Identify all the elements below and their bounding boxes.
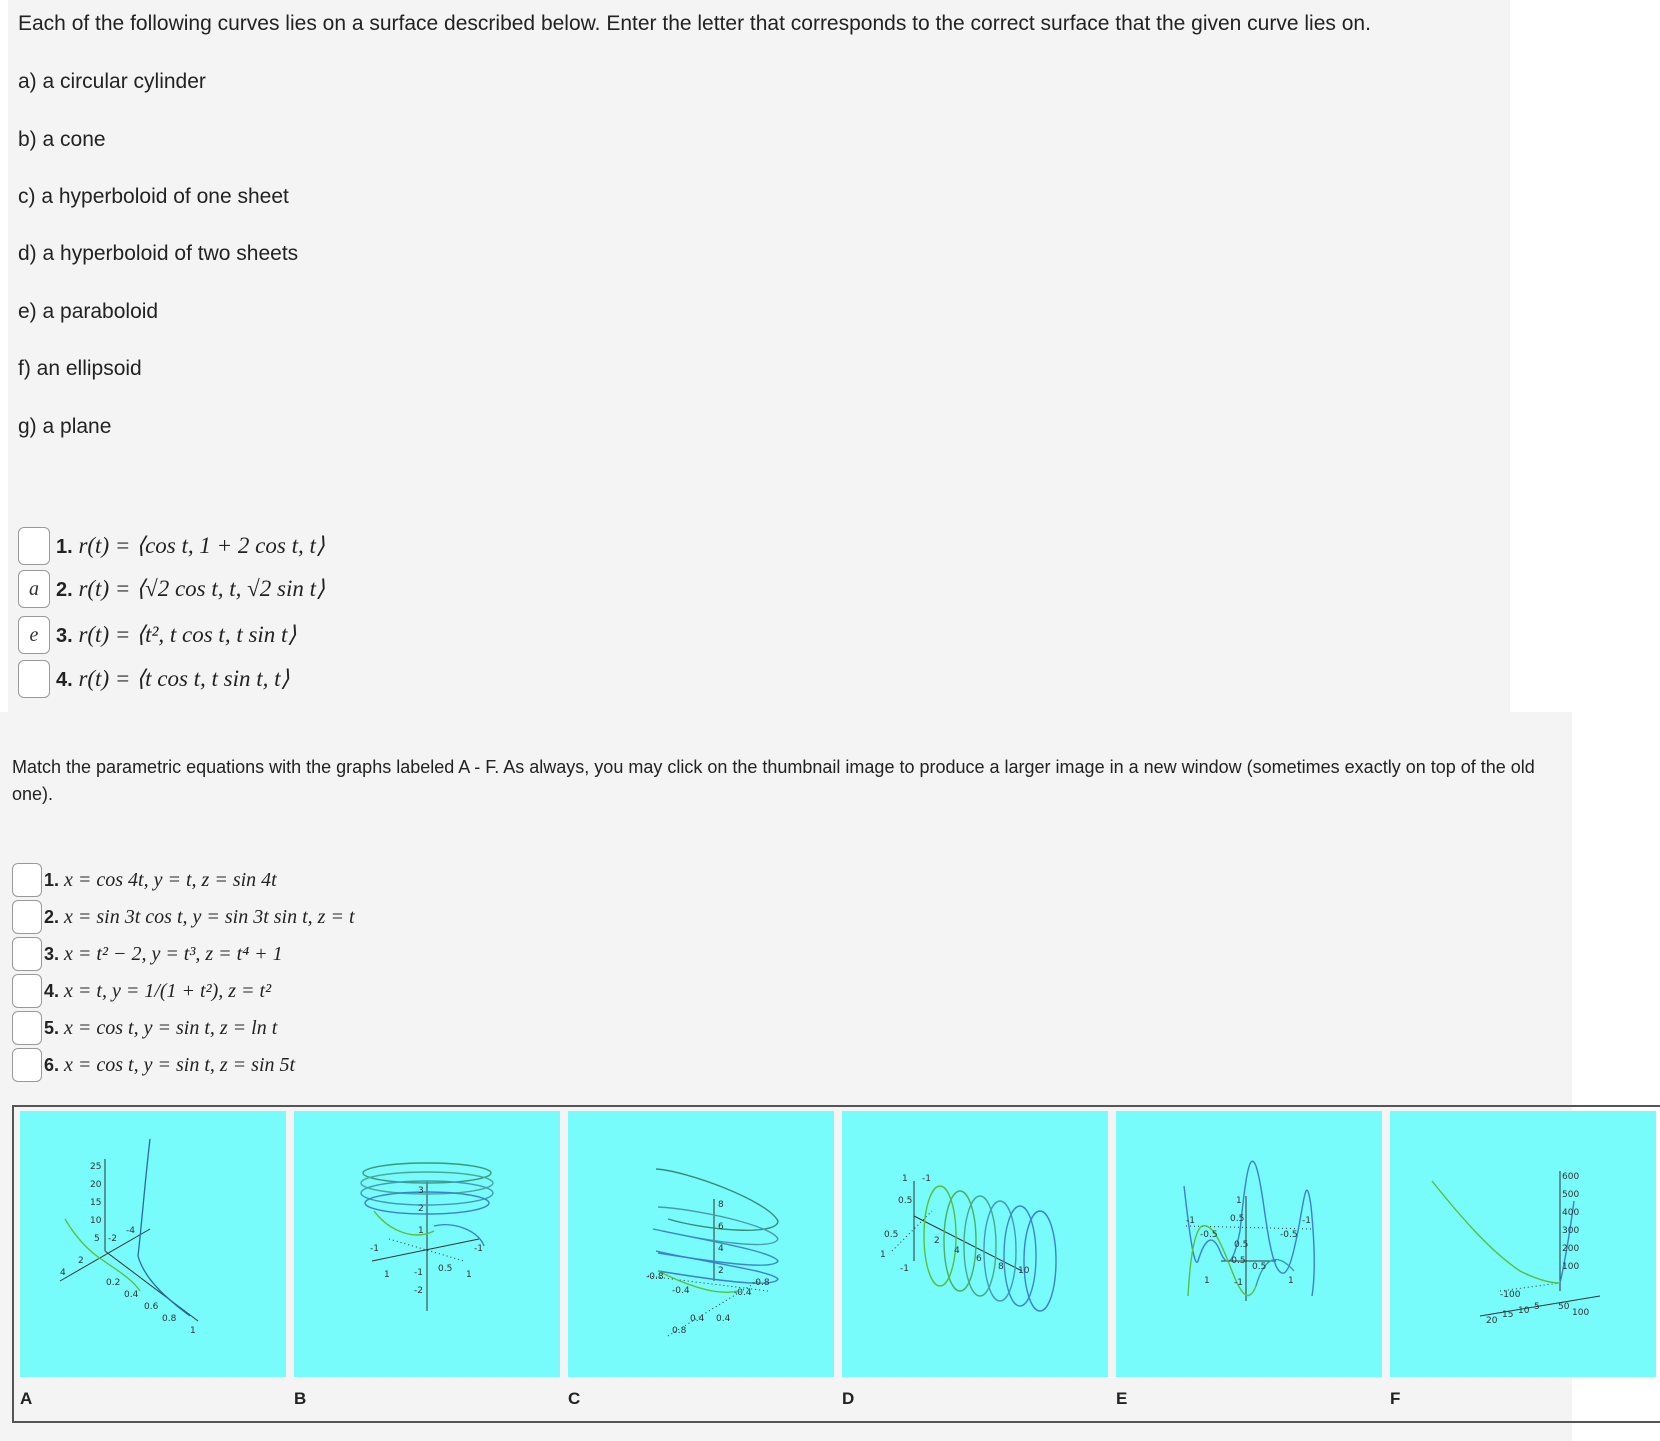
tick-label: 200 bbox=[1562, 1244, 1580, 1254]
tick-label: 3 bbox=[418, 1186, 424, 1196]
equation-number: 1. bbox=[44, 869, 60, 890]
graph-label: E bbox=[1116, 1389, 1128, 1408]
parametric-equation: x = cos t, y = sin t, z = ln t bbox=[64, 1016, 278, 1039]
tick-label: 0.5 bbox=[884, 1230, 899, 1240]
answer-input[interactable] bbox=[12, 1011, 42, 1045]
answer-input[interactable] bbox=[18, 660, 50, 698]
tick-label: -0.8 bbox=[752, 1278, 770, 1288]
tick-label: 2 bbox=[78, 1256, 84, 1266]
answer-input[interactable] bbox=[12, 900, 42, 934]
graph-label: D bbox=[842, 1389, 855, 1408]
tick-label: 300 bbox=[1562, 1226, 1580, 1236]
tick-label: 5 bbox=[1534, 1302, 1540, 1312]
tick-label: 0.8 bbox=[672, 1326, 687, 1336]
tick-label: 400 bbox=[1562, 1208, 1580, 1218]
curve-row bbox=[18, 569, 325, 609]
curve-row bbox=[18, 659, 290, 699]
graph-thumbnail-d[interactable] bbox=[842, 1111, 1108, 1377]
parametric-equation: x = t² − 2, y = t³, z = t⁴ + 1 bbox=[64, 942, 283, 965]
graph-d-plot bbox=[842, 1111, 1108, 1377]
tick-label: 1 bbox=[1236, 1196, 1242, 1206]
parametric-equation: x = sin 3t cos t, y = sin 3t sin t, z = t bbox=[64, 905, 355, 928]
graph-thumbnail-c[interactable] bbox=[568, 1111, 834, 1377]
tick-label: 500 bbox=[1562, 1190, 1580, 1200]
tick-label: -100 bbox=[1500, 1290, 1521, 1300]
equation-number: 4. bbox=[44, 980, 60, 1001]
tick-label: 0.5 bbox=[438, 1264, 453, 1274]
graph-gallery bbox=[12, 1105, 1660, 1423]
tick-label: 15 bbox=[90, 1198, 102, 1208]
curve-number: 3. bbox=[56, 625, 73, 647]
curve-equation: r(t) = ⟨cos t, 1 + 2 cos t, t⟩ bbox=[78, 533, 325, 558]
parametric-row bbox=[12, 1047, 295, 1083]
parametric-row bbox=[12, 936, 283, 972]
tick-label: 4 bbox=[954, 1246, 960, 1256]
tick-label: -1 bbox=[922, 1174, 931, 1184]
tick-label: -1 bbox=[370, 1244, 379, 1254]
tick-label: 0.4 bbox=[124, 1290, 139, 1300]
graph-b-plot bbox=[294, 1111, 560, 1377]
tick-label: 5 bbox=[94, 1234, 100, 1244]
tick-label: 0.4 bbox=[690, 1314, 705, 1324]
answer-input[interactable] bbox=[12, 937, 42, 971]
tick-label: 4 bbox=[718, 1244, 724, 1254]
graph-a-plot bbox=[20, 1111, 286, 1377]
tick-label: 0.5 bbox=[898, 1196, 913, 1206]
tick-label: 1 bbox=[384, 1270, 390, 1280]
tick-label: -0.5 bbox=[1228, 1256, 1246, 1266]
tick-label: 0.5 bbox=[1230, 1214, 1245, 1224]
surface-choice: a) a circular cylinder bbox=[18, 70, 206, 93]
parametric-equation: x = cos 4t, y = t, z = sin 4t bbox=[64, 868, 277, 891]
tick-label: -1 bbox=[1302, 1216, 1311, 1226]
graph-label: F bbox=[1390, 1389, 1401, 1408]
graph-label: C bbox=[568, 1389, 581, 1408]
tick-label: -1 bbox=[414, 1268, 423, 1278]
answer-input[interactable]: e bbox=[18, 616, 50, 654]
tick-label: 100 bbox=[1572, 1308, 1590, 1318]
graph-f-plot bbox=[1390, 1111, 1656, 1377]
tick-label: -1 bbox=[474, 1244, 483, 1254]
tick-label: 8 bbox=[718, 1200, 724, 1210]
tick-label: 8 bbox=[998, 1262, 1004, 1272]
answer-input[interactable]: a bbox=[18, 570, 50, 608]
tick-label: -0.8 bbox=[646, 1272, 664, 1282]
tick-label: 20 bbox=[1486, 1316, 1498, 1326]
surface-choice: f) an ellipsoid bbox=[18, 357, 142, 380]
tick-label: 4 bbox=[60, 1268, 66, 1278]
tick-label: 10 bbox=[1018, 1266, 1030, 1276]
graph-label: A bbox=[20, 1389, 33, 1408]
graph-label: B bbox=[294, 1389, 307, 1408]
tick-label: 1 bbox=[190, 1326, 196, 1336]
parametric-row bbox=[12, 1010, 277, 1046]
tick-label: 1 bbox=[880, 1250, 886, 1260]
tick-label: 25 bbox=[90, 1162, 102, 1172]
tick-label: 0.6 bbox=[144, 1302, 159, 1312]
parametric-row bbox=[12, 862, 277, 898]
tick-label: -2 bbox=[414, 1286, 423, 1296]
tick-label: 20 bbox=[90, 1180, 102, 1190]
tick-label: -1 bbox=[900, 1264, 909, 1274]
tick-label: -0.4 bbox=[734, 1288, 752, 1298]
tick-label: 1 bbox=[466, 1270, 472, 1280]
tick-label: -0.4 bbox=[672, 1286, 690, 1296]
tick-label: 0.5 bbox=[1234, 1240, 1249, 1250]
parametric-row bbox=[12, 899, 355, 935]
graph-c-plot bbox=[568, 1111, 834, 1377]
curve-row bbox=[18, 615, 296, 655]
curve-equation: r(t) = ⟨t², t cos t, t sin t⟩ bbox=[78, 622, 297, 647]
tick-label: 6 bbox=[718, 1222, 724, 1232]
equation-number: 2. bbox=[44, 906, 60, 927]
tick-label: 1 bbox=[418, 1226, 424, 1236]
tick-label: 2 bbox=[934, 1236, 940, 1246]
tick-label: 15 bbox=[1502, 1310, 1514, 1320]
tick-label: -0.5 bbox=[1200, 1230, 1218, 1240]
graph-thumbnail-a[interactable] bbox=[20, 1111, 286, 1377]
tick-label: 100 bbox=[1562, 1262, 1580, 1272]
tick-label: 2 bbox=[718, 1266, 724, 1276]
graph-thumbnail-f[interactable] bbox=[1390, 1111, 1656, 1377]
graph-thumbnail-b[interactable] bbox=[294, 1111, 560, 1377]
tick-label: 6 bbox=[976, 1254, 982, 1264]
surface-choice: d) a hyperboloid of two sheets bbox=[18, 242, 299, 265]
equation-number: 3. bbox=[44, 943, 60, 964]
tick-label: 0.5 bbox=[1252, 1262, 1267, 1272]
graph-thumbnail-e[interactable] bbox=[1116, 1111, 1382, 1377]
equation-number: 6. bbox=[44, 1054, 60, 1075]
surface-choice: e) a paraboloid bbox=[18, 300, 159, 323]
graph-e-plot bbox=[1116, 1111, 1382, 1377]
tick-label: 0.8 bbox=[162, 1314, 177, 1324]
graph-matching-prompt: Match the parametric equations with the graphs labeled A - F. As always, you may click on the thumbnail image to produce a larger image in a new window (sometimes exactly on top of the old one). bbox=[12, 757, 1535, 804]
surface-choice: c) a hyperboloid of one sheet bbox=[18, 185, 289, 208]
tick-label: 1 bbox=[902, 1174, 908, 1184]
surface-question-prompt: Each of the following curves lies on a surface described below. Enter the letter that corresponds to the correct surface that the given curve lies on. bbox=[18, 12, 1371, 35]
surface-choice: g) a plane bbox=[18, 415, 112, 438]
tick-label: -4 bbox=[126, 1226, 135, 1236]
parametric-equation: x = t, y = 1/(1 + t²), z = t² bbox=[64, 979, 272, 1002]
tick-label: 600 bbox=[1562, 1172, 1580, 1182]
equation-number: 5. bbox=[44, 1017, 60, 1038]
curve-equation: r(t) = ⟨√2 cos t, t, √2 sin t⟩ bbox=[78, 576, 325, 601]
tick-label: -1 bbox=[1186, 1216, 1195, 1226]
curve-number: 2. bbox=[56, 579, 73, 601]
curve-number: 4. bbox=[56, 669, 73, 691]
answer-input[interactable] bbox=[12, 863, 42, 897]
tick-label: 1 bbox=[1204, 1276, 1210, 1286]
tick-label: -1 bbox=[1234, 1278, 1243, 1288]
tick-label: -0.5 bbox=[1280, 1230, 1298, 1240]
tick-label: 10 bbox=[90, 1216, 102, 1226]
tick-label: 0.4 bbox=[716, 1314, 731, 1324]
surface-choice: b) a cone bbox=[18, 128, 106, 151]
curve-row bbox=[18, 526, 325, 566]
tick-label: 2 bbox=[418, 1204, 424, 1214]
tick-label: 10 bbox=[1518, 1306, 1530, 1316]
parametric-row bbox=[12, 973, 271, 1009]
parametric-equation: x = cos t, y = sin t, z = sin 5t bbox=[64, 1053, 296, 1076]
tick-label: 0.2 bbox=[106, 1278, 121, 1288]
tick-label: -2 bbox=[108, 1234, 117, 1244]
curve-number: 1. bbox=[56, 536, 73, 558]
curve-equation: r(t) = ⟨t cos t, t sin t, t⟩ bbox=[78, 666, 290, 691]
answer-input[interactable] bbox=[18, 527, 50, 565]
tick-label: 1 bbox=[1288, 1276, 1294, 1286]
tick-label: 50 bbox=[1558, 1302, 1570, 1312]
answer-input[interactable] bbox=[12, 1048, 42, 1082]
answer-input[interactable] bbox=[12, 974, 42, 1008]
